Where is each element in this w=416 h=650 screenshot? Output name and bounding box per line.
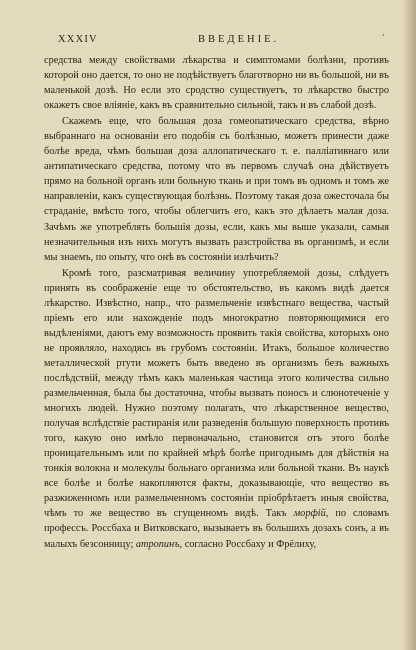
running-title: ВВЕДЕНІЕ. [198,34,280,45]
page-edge-shadow [402,0,416,650]
margin-mark: ʻ [381,32,386,42]
morphine-term: морфій, [293,508,329,520]
atropine-term: атропинъ, [135,538,183,550]
page-number: XXXIV [58,34,98,45]
running-header [58,34,388,48]
paragraph-1: средства между свойствами лѣкарства и симптомами болѣзни, противъ которой оно дается, то оно не подѣйствуетъ благотворно ни въ большой, ни въ маленькой дозѣ. Но если это сродство существуетъ, то лѣкарство быстро окажетъ свое вліяніе, какъ въ сравнительно сильной, такъ и въ слабой дозѣ. [44,55,389,112]
paragraph-3-text: Кромѣ того, разсматривая величину употребляемой дозы, слѣдуетъ принять въ соображеніе еще то обстоятельство, въ какомъ видѣ дается лѣкарство. Извѣстно, напр., что размельченіе извѣстнаго вещества, частый пріемъ его или нахожденіе подъ многократно повторяющимися его выдѣленіями, даютъ ему возможность проявить такія свойства, которыхъ оно не проявляло, находясь въ грубомъ состояніи. Итакъ, большое количество металлической ртути можетъ быть введено въ организмъ безъ важныхъ послѣдствій, между тѣмъ какъ маленькая частица этого количества сильно размельченная, была бы достаточна, чтобы вызвать поносъ и слюнотеченіе у многихъ людей. Нужно поэтому полагать, что лѣкарственное вещество, получая вслѣдствіе растиранія или разведенія большую поверхность противъ того, какую оно имѣло первоначально, становится отъ этого болѣе проницательнымъ или по крайней мѣрѣ болѣе пригоднымъ для дѣйствія на тонкія волокна и молекулы больнаго организма или больной ткани. Въ наукѣ все болѣе и болѣе накопляются факты, доказывающіе, что вещество въ разжиженномъ или размельченномъ состояніи пріобрѣтаетъ иныя свойства, чѣмъ то же вещество въ сгущенномъ видѣ. Такъ [44,267,389,520]
body-text [44,53,389,552]
paragraph-2: Скажемъ еще, что большая доза гомеопатическаго средства, вѣрно выбраннаго на основаніи его подобія съ болѣзнью, можетъ принести даже болѣе вреда, чѣмъ большая доза аллопатическаго т. е. палліативнаго или антипатическаго средства, потому что въ первомъ случаѣ она дѣйствуетъ прямо на больной органъ или больную ткань и при томъ въ одномъ и томъ же направленіи, какъ существующая болѣзнь. Поэтому такая доза ожесточала бы страданіе, вмѣсто того, чтобы облегчить его, какъ это дѣлаетъ малая доза. Зачѣмъ же употреблять большія дозы, если, какъ мы выше указали, самыя незначительныя изъ нихъ могутъ вызвать разстройства въ организмѣ, и если мы знаемъ, по опыту, что онѣ въ состояніи излѣчить? [44,116,389,263]
paragraph-3 [44,266,389,552]
paragraph-3-middle: по словамъ профессъ. Россбаха и Витковскаго, вызываетъ въ большихъ дозахъ сонъ, а въ малыхъ безсонницу; [44,508,390,550]
paragraph-3-end: согласно Россбаху и Фрёлиху, [184,538,317,550]
